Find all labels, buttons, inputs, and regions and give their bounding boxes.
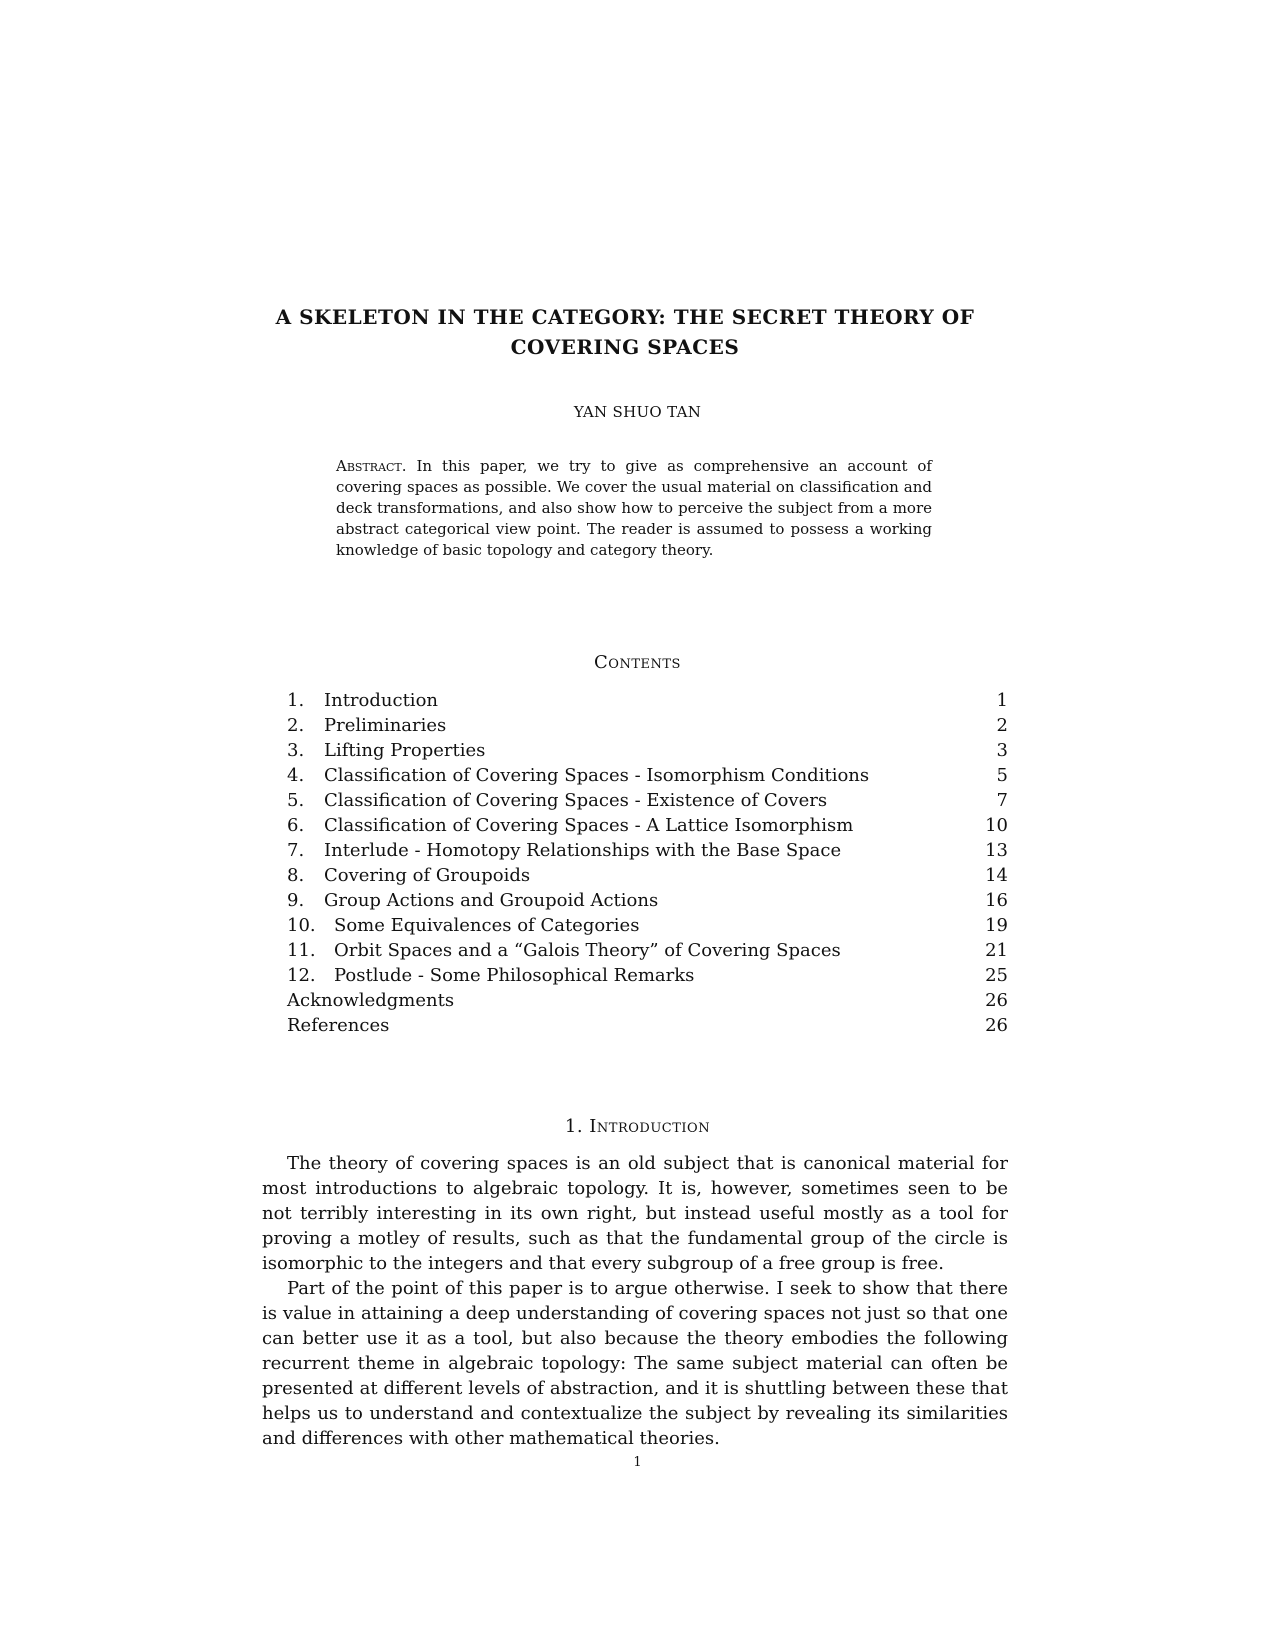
toc-page-number: 21 xyxy=(985,940,1008,961)
toc-title: Classification of Covering Spaces - Isomorphism Conditions xyxy=(324,765,870,786)
toc-number: 8. xyxy=(287,865,305,886)
toc-page-number: 19 xyxy=(985,915,1008,936)
toc-number: 9. xyxy=(287,890,305,911)
page-number: 1 xyxy=(633,1455,642,1470)
contents-heading: Contents xyxy=(594,652,681,673)
toc-page-number: 26 xyxy=(985,1015,1008,1036)
toc-entry-orbit-spaces[interactable] xyxy=(287,938,1008,963)
toc-title: Orbit Spaces and a “Galois Theory” of Covering Spaces xyxy=(334,940,841,961)
toc-number: 4. xyxy=(287,765,305,786)
toc-title: Group Actions and Groupoid Actions xyxy=(324,890,659,911)
toc-page-number: 1 xyxy=(996,690,1008,711)
toc-number: 6. xyxy=(287,815,305,836)
toc-title: Some Equivalences of Categories xyxy=(334,915,640,936)
toc-page-number: 3 xyxy=(996,740,1008,761)
paper-author: YAN SHUO TAN xyxy=(573,403,702,421)
toc-title: Introduction xyxy=(324,690,438,711)
toc-entry-lifting-properties[interactable] xyxy=(287,738,1008,763)
toc-number: 2. xyxy=(287,715,305,736)
toc-entry-equivalences[interactable] xyxy=(287,913,1008,938)
toc-entry-covering-of-groupoids[interactable] xyxy=(287,863,1008,888)
toc-title: Classification of Covering Spaces - Existence of Covers xyxy=(324,790,828,811)
toc-page-number: 10 xyxy=(985,815,1008,836)
toc-number: 12. xyxy=(287,965,316,986)
toc-page-number: 7 xyxy=(996,790,1008,811)
toc-number: 1. xyxy=(287,690,305,711)
toc-page-number: 26 xyxy=(985,990,1008,1011)
section-heading-introduction: 1. Introduction xyxy=(564,1116,711,1137)
toc-entry-preliminaries[interactable] xyxy=(287,713,1008,738)
toc-page-number: 13 xyxy=(985,840,1008,861)
toc-title: Preliminaries xyxy=(324,715,447,736)
toc-title: Lifting Properties xyxy=(324,740,486,761)
toc-entry-references[interactable] xyxy=(287,1013,1008,1038)
body-paragraph: The theory of covering spaces is an old subject that is canonical material for most introductions to algebraic topology. It is, however, sometimes seen to be not terribly interesting in its own right, but instead useful mostly as a tool for proving a motley of results, such as that the fundamental group of the circle is isomorphic to the integers and that every subgroup of a free group is free. xyxy=(262,1153,1008,1274)
table-of-contents xyxy=(287,688,1008,1038)
toc-entry-postlude[interactable] xyxy=(287,963,1008,988)
toc-page-number: 5 xyxy=(996,765,1008,786)
introduction-body xyxy=(262,1151,1008,1451)
toc-number: 3. xyxy=(287,740,305,761)
toc-title: Interlude - Homotopy Relationships with the Base Space xyxy=(324,840,842,861)
toc-entry-existence-of-covers[interactable] xyxy=(287,788,1008,813)
toc-entry-introduction[interactable] xyxy=(287,688,1008,713)
toc-number: 5. xyxy=(287,790,305,811)
toc-title: Acknowledgments xyxy=(287,990,455,1011)
toc-page-number: 2 xyxy=(996,715,1008,736)
abstract-text: In this paper, we try to give as comprehensive an account of covering spaces as possible. We cover the usual material on classification and deck transformations, and also show how to perceive the subject from a more abstract categorical view point. The reader is assumed to possess a working knowledge of basic topology and category theory. xyxy=(336,457,932,559)
toc-page-number: 16 xyxy=(985,890,1008,911)
toc-entry-isomorphism-conditions[interactable] xyxy=(287,763,1008,788)
toc-entry-interlude[interactable] xyxy=(287,838,1008,863)
toc-number: 7. xyxy=(287,840,305,861)
abstract xyxy=(336,456,932,561)
toc-entry-group-actions[interactable] xyxy=(287,888,1008,913)
toc-entry-acknowledgments[interactable] xyxy=(287,988,1008,1013)
toc-number: 11. xyxy=(287,940,316,961)
paper-title: A SKELETON IN THE CATEGORY: THE SECRET THEORY OF COVERING SPACES xyxy=(275,305,975,359)
abstract-label: Abstract. xyxy=(336,457,407,475)
toc-page-number: 25 xyxy=(985,965,1008,986)
body-paragraph: Part of the point of this paper is to argue otherwise. I seek to show that there is value in attaining a deep understanding of covering spaces not just so that one can better use it as a tool, but also because the theory embodies the following recurrent theme in algebraic topology: The same subject material can often be presented at different levels of abstraction, and it is shuttling between these that helps us to understand and contextualize the subject by revealing its similarities and differences with other mathematical theories. xyxy=(262,1278,1008,1449)
toc-title: Covering of Groupoids xyxy=(324,865,531,886)
toc-title: Classification of Covering Spaces - A Lattice Isomorphism xyxy=(324,815,854,836)
toc-entry-lattice-isomorphism[interactable] xyxy=(287,813,1008,838)
toc-number: 10. xyxy=(287,915,316,936)
toc-title: Postlude - Some Philosophical Remarks xyxy=(334,965,695,986)
toc-title: References xyxy=(287,1015,390,1036)
toc-page-number: 14 xyxy=(985,865,1008,886)
